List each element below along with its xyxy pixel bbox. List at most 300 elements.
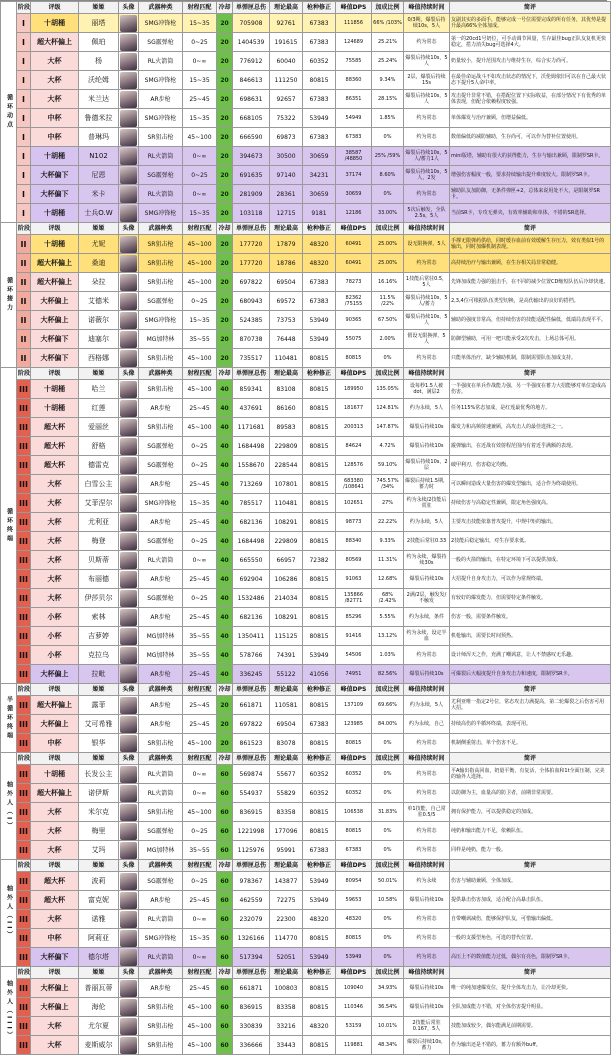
bonus-ratio: 25.00% <box>372 235 404 254</box>
theory-max: 214034 <box>270 589 303 608</box>
stage-roman: II <box>17 311 31 330</box>
header-bonus: 加成比例 <box>372 860 404 872</box>
character-name: 桑迪 <box>79 254 119 273</box>
theory-max: 69504 <box>270 715 303 734</box>
header-bonus: 加成比例 <box>372 223 404 235</box>
table-row <box>1 513 611 532</box>
weapon-type: SG霰弹枪 <box>139 33 183 52</box>
bonus-ratio: 25.24% <box>372 52 404 71</box>
peak-duration: 爆裂后持续10s <box>404 570 450 589</box>
table-row <box>1 235 611 254</box>
peak-dps: 110346 <box>336 998 372 1017</box>
header-stage: 阶段 <box>17 684 31 696</box>
note: 尤利亚唯一指定2号位，常态攻击力满提高，第二轮爆裂之后伤害可用大招。 <box>450 696 611 715</box>
avatar-cell <box>119 380 139 399</box>
section-title: 轴外人（III） <box>1 967 17 1055</box>
header-range: 射程匹配 <box>183 967 217 979</box>
range-match: 0~25 <box>183 292 217 311</box>
peak-duration: 约为永续，5人 <box>404 513 450 532</box>
note: 辅助的强度非常高，但持续伤害的技能适配性偏低，低端局表现平平。 <box>450 311 611 330</box>
total-damage: 1404539 <box>233 33 270 52</box>
theory-max: 114770 <box>270 929 303 948</box>
cooldown: 20 <box>217 235 233 254</box>
avatar-cell <box>119 437 139 456</box>
total-damage: 698631 <box>233 90 270 109</box>
stage-roman: III <box>17 513 31 532</box>
cooldown: 40 <box>217 532 233 551</box>
character-name: 普琳玛 <box>79 128 119 147</box>
character-name: 鲁德米拉 <box>79 109 119 128</box>
avatar-cell <box>119 513 139 532</box>
table-row <box>1 715 611 734</box>
header-cooldown: 冷却 <box>217 860 233 872</box>
total-damage: 705908 <box>233 14 270 33</box>
grade-cell: 超大杯偏上 <box>31 696 79 715</box>
table-row <box>1 998 611 1017</box>
header-range: 射程匹配 <box>183 2 217 14</box>
avatar-cell <box>119 147 139 166</box>
cooldown: 20 <box>217 734 233 753</box>
bonus-ratio: 0% <box>372 128 404 147</box>
header-peak-dps: 峰值DPS <box>336 860 372 872</box>
header-cooldown: 冷却 <box>217 2 233 14</box>
weapon-type: RL火箭筒 <box>139 765 183 784</box>
total-damage: 691635 <box>233 166 270 185</box>
weapon-mod: 72382 <box>303 551 336 570</box>
peak-dps: 67383 <box>336 128 372 147</box>
stage-roman: I <box>17 204 31 223</box>
table-row <box>1 456 611 475</box>
peak-duration: 约为常态 <box>404 254 450 273</box>
cooldown: 60 <box>217 841 233 860</box>
range-match: 35~55 <box>183 627 217 646</box>
stage-roman: III <box>17 399 31 418</box>
weapon-type: MG加特林 <box>139 330 183 349</box>
header-avatar: 头像 <box>119 2 139 14</box>
weapon-mod: 53949 <box>303 891 336 910</box>
theory-max: 52051 <box>270 948 303 967</box>
stage-roman: I <box>17 52 31 71</box>
range-match: 45~100 <box>183 1036 217 1055</box>
weapon-type: SMG冲锋枪 <box>139 929 183 948</box>
bonus-ratio: 8.60% <box>372 166 404 185</box>
grade-cell: 十胡桶 <box>31 204 79 223</box>
note: 有较好的爆发能力，但需要特定条件触发。 <box>450 589 611 608</box>
peak-duration: 约为常态 <box>404 646 450 665</box>
weapon-type: RL火箭筒 <box>139 185 183 204</box>
total-damage: 713269 <box>233 475 270 494</box>
character-name: 布丽德 <box>79 570 119 589</box>
range-match: 25~45 <box>183 715 217 734</box>
avatar-cell <box>119 784 139 803</box>
header-stage: 阶段 <box>17 223 31 235</box>
range-match: 15~35 <box>183 311 217 330</box>
peak-duration: 约为常态 <box>404 765 450 784</box>
bonus-ratio: 2.00% <box>372 330 404 349</box>
theory-max: 83108 <box>270 380 303 399</box>
header-weapon-mod: 枪种修正 <box>303 860 336 872</box>
peak-dps: 135866 /82771 <box>336 589 372 608</box>
peak-duration: 2技能后常驻0.33 <box>404 532 450 551</box>
header-duration: 峰值持续时间 <box>404 967 450 979</box>
stage-roman: I <box>17 128 31 147</box>
avatar-cell <box>119 254 139 273</box>
bonus-ratio: 135.05% <box>372 380 404 399</box>
header-cooldown: 冷却 <box>217 753 233 765</box>
avatar <box>120 766 137 783</box>
theory-max: 111250 <box>270 71 303 90</box>
total-damage: 1171681 <box>233 418 270 437</box>
stage-roman: III <box>17 437 31 456</box>
character-name: 沃纶姆 <box>79 71 119 90</box>
avatar-cell <box>119 948 139 967</box>
total-damage: 680943 <box>233 292 270 311</box>
range-match: 0~∞ <box>183 784 217 803</box>
avatar <box>120 590 137 607</box>
character-name: 海伦 <box>79 998 119 1017</box>
theory-max: 86160 <box>270 399 303 418</box>
total-damage: 462559 <box>233 891 270 910</box>
cooldown: 20 <box>217 14 233 33</box>
note: 持续伤害与高稳定性兼顾，限定角色强度高。 <box>450 494 611 513</box>
header-duration: 峰值持续时间 <box>404 223 450 235</box>
weapon-mod: 67383 <box>303 14 336 33</box>
weapon-type: SR狙击枪 <box>139 254 183 273</box>
total-damage: 666590 <box>233 128 270 147</box>
avatar <box>120 716 137 733</box>
total-damage: 1125976 <box>233 841 270 860</box>
theory-max: 110481 <box>270 349 303 368</box>
weapon-type: SR狙击枪 <box>139 1036 183 1055</box>
avatar-cell <box>119 128 139 147</box>
character-name: 佩珀 <box>79 33 119 52</box>
theory-max: 95991 <box>270 841 303 860</box>
weapon-type: AR步枪 <box>139 979 183 998</box>
theory-max: 30500 <box>270 147 303 166</box>
header-cooldown: 冷却 <box>217 684 233 696</box>
note: 霰弹输出，在近战有效射程范围内有着近乎满额的表现。 <box>450 437 611 456</box>
weapon-mod: 80815 <box>303 71 336 90</box>
theory-max: 55829 <box>270 784 303 803</box>
weapon-mod: 41056 <box>303 665 336 684</box>
header-cooldown: 冷却 <box>217 223 233 235</box>
theory-max: 17879 <box>270 235 303 254</box>
avatar <box>120 419 137 436</box>
range-match: 45~100 <box>183 1017 217 1036</box>
stage-roman: II <box>17 235 31 254</box>
peak-duration: 2技能后常驻0.167，5人 <box>404 1017 450 1036</box>
avatar <box>120 91 137 108</box>
avatar <box>120 53 137 70</box>
cooldown: 20 <box>217 696 233 715</box>
character-name: 艾德米 <box>79 292 119 311</box>
range-match: 45~100 <box>183 254 217 273</box>
weapon-mod: 67383 <box>303 715 336 734</box>
peak-duration: 设每秒1.5人被dot，满层2 <box>404 380 450 399</box>
avatar-cell <box>119 292 139 311</box>
range-match: 15~35 <box>183 494 217 513</box>
weapon-mod: 30659 <box>303 185 336 204</box>
avatar-cell <box>119 109 139 128</box>
header-total-damage: 单弹匣总伤 <box>233 223 270 235</box>
peak-dps: 67383 <box>336 841 372 860</box>
cooldown: 20 <box>217 52 233 71</box>
cooldown: 20 <box>217 128 233 147</box>
theory-max: 191615 <box>270 33 303 52</box>
weapon-type: SR狙击枪 <box>139 1017 183 1036</box>
theory-max: 33443 <box>270 1036 303 1055</box>
avatar-cell <box>119 14 139 33</box>
cooldown: 60 <box>217 929 233 948</box>
theory-max: 110481 <box>270 494 303 513</box>
peak-dps: 53949 <box>336 948 372 967</box>
header-row <box>1 684 611 696</box>
weapon-type: SR狙击枪 <box>139 418 183 437</box>
theory-max: 75322 <box>270 109 303 128</box>
header-name: 姬姬 <box>79 860 119 872</box>
header-weapon-mod: 枪种修正 <box>303 368 336 380</box>
avatar-cell <box>119 456 139 475</box>
total-damage: 517394 <box>233 948 270 967</box>
weapon-type: AR步枪 <box>139 891 183 910</box>
table-row <box>1 33 611 52</box>
weapon-mod: 80815 <box>303 803 336 822</box>
stage-roman: III <box>17 627 31 646</box>
weapon-type: RL火箭筒 <box>139 147 183 166</box>
weapon-mod: 80815 <box>303 608 336 627</box>
weapon-type: SMG冲锋枪 <box>139 14 183 33</box>
cooldown: 20 <box>217 33 233 52</box>
table-row <box>1 185 611 204</box>
peak-duration: 1技能后常驻0.5，5人 <box>404 273 450 292</box>
range-match: 0~∞ <box>183 765 217 784</box>
character-name: 艾菲涅尔 <box>79 494 119 513</box>
theory-max: 72275 <box>270 891 303 910</box>
table-row <box>1 292 611 311</box>
bonus-ratio: 5.55% <box>372 608 404 627</box>
peak-dps: 88360 <box>336 71 372 90</box>
avatar <box>120 15 137 32</box>
note: 友副其实的多面手，能够完成一号位需要完成的所有任务，其优势是提升最高66%全体加成。 <box>450 14 611 33</box>
weapon-type: SG霰弹枪 <box>139 166 183 185</box>
stage-roman: III <box>17 1017 31 1036</box>
avatar <box>120 1037 137 1054</box>
table-row <box>1 166 611 185</box>
table-row <box>1 71 611 90</box>
character-name: 诺薇尔 <box>79 311 119 330</box>
total-damage: 661871 <box>233 979 270 998</box>
weapon-mod: 67383 <box>303 33 336 52</box>
avatar-cell <box>119 803 139 822</box>
table-row <box>1 418 611 437</box>
range-match: 25~45 <box>183 90 217 109</box>
header-weapon-mod: 枪种修正 <box>303 2 336 14</box>
peak-dps: 60352 <box>336 784 372 803</box>
header-weapon-mod: 枪种修正 <box>303 223 336 235</box>
range-match: 25~45 <box>183 513 217 532</box>
note: 全队加成能力不错，对全体伤害提升明显。 <box>450 998 611 1017</box>
stage-roman: III <box>17 910 31 929</box>
theory-max: 143877 <box>270 872 303 891</box>
bonus-ratio: 68% /2.42% <box>372 589 404 608</box>
avatar <box>120 930 137 947</box>
weapon-mod: 48320 <box>303 254 336 273</box>
character-name: 梅里 <box>79 822 119 841</box>
weapon-type: SR狙击枪 <box>139 235 183 254</box>
header-name: 姬姬 <box>79 684 119 696</box>
header-weapon-mod: 枪种修正 <box>303 684 336 696</box>
peak-duration: 约为常态 <box>404 784 450 803</box>
peak-dps: 80815 <box>336 929 372 948</box>
theory-max: 92761 <box>270 14 303 33</box>
avatar <box>120 647 137 664</box>
peak-duration: 爆裂后持续10s，5人 <box>404 52 450 71</box>
header-stage: 阶段 <box>17 2 31 14</box>
peak-dps: 80815 <box>336 349 372 368</box>
theory-max: 60040 <box>270 52 303 71</box>
header-note: 简评 <box>450 368 611 380</box>
table-row <box>1 437 611 456</box>
total-damage: 682136 <box>233 608 270 627</box>
grade-cell: 十胡桶 <box>31 147 79 166</box>
note: 平A输出指高回血，奶量平衡，有复活，全体拍血和1t全面压制，完美的轴外人选择。 <box>450 765 611 784</box>
range-match: 25~45 <box>183 399 217 418</box>
character-name: 尤利亚 <box>79 513 119 532</box>
header-duration: 峰值持续时间 <box>404 368 450 380</box>
header-bonus: 加成比例 <box>372 2 404 14</box>
peak-dps: 106538 <box>336 803 372 822</box>
weapon-mod: 67383 <box>303 128 336 147</box>
weapon-type: AR步枪 <box>139 570 183 589</box>
cooldown: 40 <box>217 380 233 399</box>
header-row <box>1 2 611 14</box>
header-bonus: 加成比例 <box>372 368 404 380</box>
peak-dps: 137109 <box>336 696 372 715</box>
total-damage: 692904 <box>233 570 270 589</box>
note: 技能加成较少，偶尔能满足前期需要。 <box>450 1017 611 1036</box>
cooldown: 20 <box>217 311 233 330</box>
range-match: 45~100 <box>183 273 217 292</box>
character-name: 米卡 <box>79 185 119 204</box>
bonus-ratio: 48.34% <box>372 1036 404 1055</box>
table-row <box>1 910 611 929</box>
header-stage: 阶段 <box>17 860 31 872</box>
header-grade: 评级 <box>31 967 79 979</box>
header-stage: 阶段 <box>17 368 31 380</box>
weapon-type: SMG冲锋枪 <box>139 204 183 223</box>
peak-duration: 约为常态 <box>404 948 450 967</box>
header-bonus: 加成比例 <box>372 684 404 696</box>
character-name: 西格娜 <box>79 349 119 368</box>
total-damage: 665550 <box>233 551 270 570</box>
peak-dps: 60491 <box>336 254 372 273</box>
peak-dps: 200313 <box>336 418 372 437</box>
stage-roman: I <box>17 71 31 90</box>
header-weapon: 武器种类 <box>139 2 183 14</box>
grade-cell: 超大杯 <box>31 437 79 456</box>
weapon-type: RL火箭筒 <box>139 52 183 71</box>
header-avatar: 头像 <box>119 753 139 765</box>
table-row <box>1 841 611 860</box>
character-name: 士兵O.W <box>79 204 119 223</box>
total-damage: 330839 <box>233 1017 270 1036</box>
theory-max: 100803 <box>270 979 303 998</box>
peak-dps: 55075 <box>336 330 372 349</box>
grade-cell: 大杯 <box>31 803 79 822</box>
range-match: 0~25 <box>183 589 217 608</box>
avatar-cell <box>119 33 139 52</box>
grade-cell: 十胡桶 <box>31 380 79 399</box>
weapon-mod: 80815 <box>303 494 336 513</box>
grade-cell: 超大杯 <box>31 891 79 910</box>
stage-roman: II <box>17 273 31 292</box>
weapon-type: SMG冲锋枪 <box>139 109 183 128</box>
note: 可爆裂后大幅度提升自身攻击力和速度，限制罗SR卡。 <box>450 665 611 684</box>
avatar-cell <box>119 418 139 437</box>
table-row <box>1 311 611 330</box>
table-row <box>1 1036 611 1055</box>
total-damage: 870738 <box>233 330 270 349</box>
stage-roman: III <box>17 841 31 860</box>
character-name: 诺雅 <box>79 910 119 929</box>
header-cooldown: 冷却 <box>217 967 233 979</box>
cooldown: 40 <box>217 494 233 513</box>
weapon-type: SG霰弹枪 <box>139 822 183 841</box>
section-title: 循环接力 <box>1 223 17 368</box>
header-grade: 评级 <box>31 368 79 380</box>
table-row <box>1 1017 611 1036</box>
weapon-mod: 80815 <box>303 437 336 456</box>
weapon-type: MG加特林 <box>139 646 183 665</box>
stage-roman: I <box>17 185 31 204</box>
weapon-mod: 80815 <box>303 532 336 551</box>
avatar <box>120 331 137 348</box>
avatar-cell <box>119 646 139 665</box>
note: 辅助队友加防御，无条件弹匣+2，总体来说用处不大，是限制罗SR卡。 <box>450 185 611 204</box>
stage-roman: I <box>17 33 31 52</box>
stage-roman: III <box>17 891 31 910</box>
avatar <box>120 533 137 550</box>
range-match: 0~25 <box>183 532 217 551</box>
total-damage: 177720 <box>233 254 270 273</box>
table-row <box>1 696 611 715</box>
peak-duration: 约为常态 <box>404 734 450 753</box>
header-grade: 评级 <box>31 753 79 765</box>
table-row <box>1 128 611 147</box>
peak-dps: 38587 /48850 <box>336 147 372 166</box>
cooldown: 20 <box>217 109 233 128</box>
total-damage: 437691 <box>233 399 270 418</box>
table-row <box>1 475 611 494</box>
note: 先锋加成能力强的狙击手，在不同的减少位置CD缩短队伍后冷却快速。 <box>450 273 611 292</box>
weapon-mod: 53949 <box>303 311 336 330</box>
range-match: 25~45 <box>183 891 217 910</box>
header-theory-max: 理论最高 <box>270 2 303 14</box>
weapon-type: AR步枪 <box>139 696 183 715</box>
table-row <box>1 147 611 166</box>
theory-max: 55677 <box>270 765 303 784</box>
stage-roman: I <box>17 109 31 128</box>
note: 自带嘲讽减伤，能够保护队友，可惜输出偏低。 <box>450 910 611 929</box>
header-weapon: 武器种类 <box>139 860 183 872</box>
note: 一般的火箭筒输出，在特定环境下可以提供加成。 <box>450 551 611 570</box>
table-row <box>1 399 611 418</box>
avatar-cell <box>119 1017 139 1036</box>
total-damage: 861523 <box>233 734 270 753</box>
range-match: 45~100 <box>183 418 217 437</box>
total-damage: 1326166 <box>233 929 270 948</box>
cooldown: 60 <box>217 803 233 822</box>
